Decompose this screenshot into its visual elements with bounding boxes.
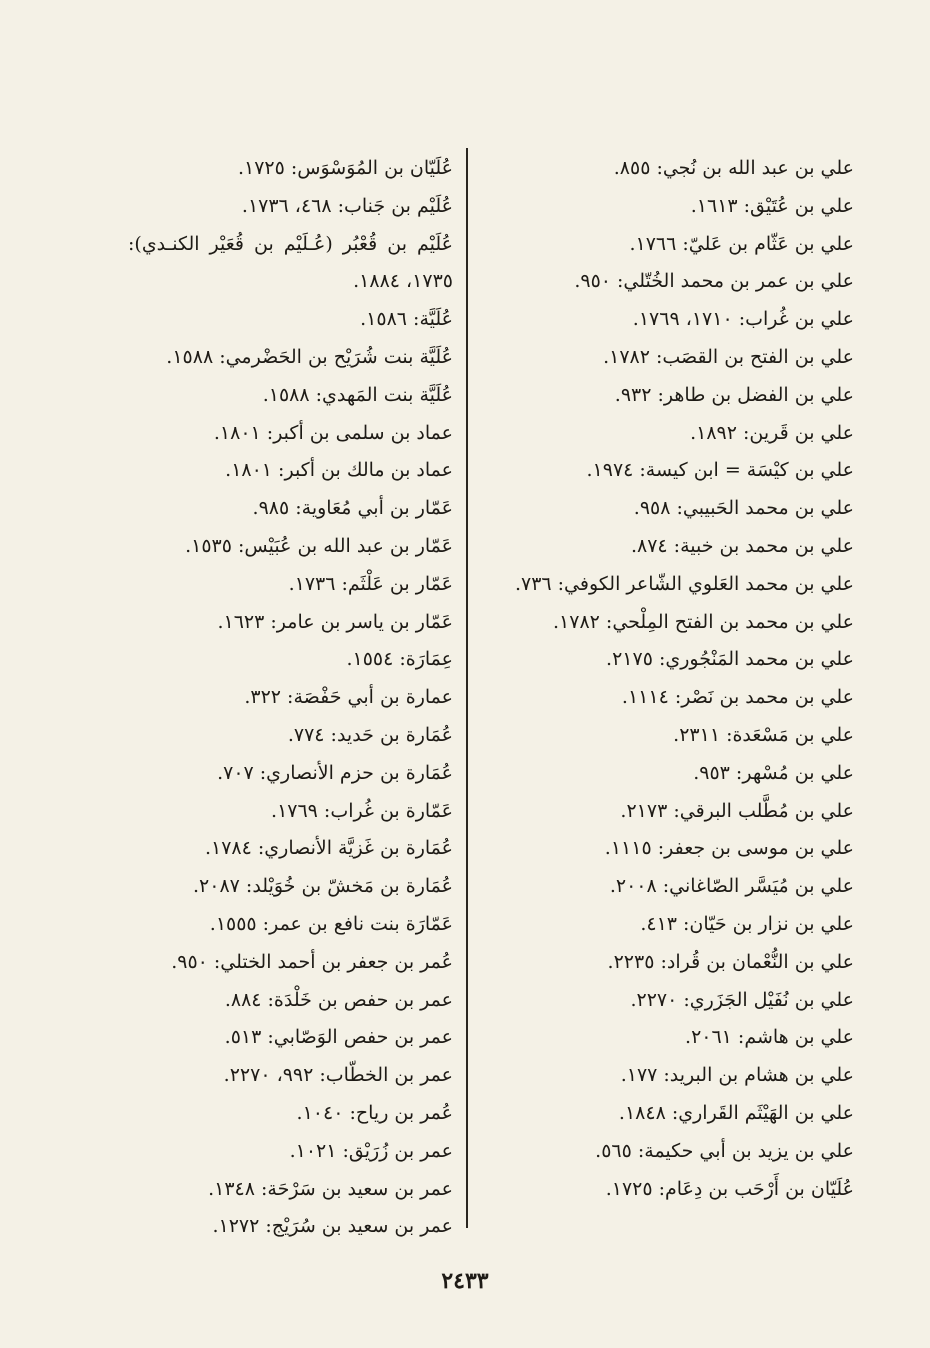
index-entry: علي بن موسى بن جعفر: ١١١٥. [604,837,854,860]
index-entry: علي بن محمد الحَبيبي: ٩٥٨. [633,497,854,520]
index-entry: عُمر بن جعفر بن أحمد الختلي: ٩٥٠. [171,950,453,973]
index-entry: عُلَيّان بن المُوَسْوَس: ١٧٢٥. [237,157,453,179]
index-entry: علي بن الفتح بن القصَب: ١٧٨٢. [603,345,854,368]
index-entry: عَمّارة بن غُراب: ١٧٦٩. [271,799,453,822]
index-entry: عمر بن الخطّاب: ٩٩٢، ٢٢٧٠. [223,1064,453,1087]
right-column [478,150,854,1208]
index-entry: عمارة بن أبي حَفْصَة: ٣٢٢. [244,686,453,709]
index-entry: عمر بن زُرَيْق: ١٠٢١. [289,1139,453,1162]
index-entry: عَمّار بن عبد الله بن عُبَيْس: ١٥٣٥. [185,534,453,557]
index-entry: علي بن محمد بن الفتح المِلْحي: ١٧٨٢. [553,610,854,633]
index-entry: عُلَيْم بن جَناب: ٤٦٨، ١٧٣٦. [241,194,453,217]
index-entry: علي بن نزار بن حَيّان: ٤١٣. [640,912,854,935]
index-entry: علي بن مَسْعَدة: ٢٣١١. [673,723,854,746]
index-entry: عُمَارة بن حَديد: ٧٧٤. [287,723,453,746]
index-entry: علي بن هشام بن البريد: ١٧٧. [620,1064,854,1087]
index-entry: علي بن محمد بن خبية: ٨٧٤. [630,534,854,557]
index-entry: عُلَيّان بن أَرْحَب بن دِعَام: ١٧٢٥. [605,1177,854,1200]
index-entry: علي بن محمد العَلوي الشّاعر الكوفي: ٧٣٦. [514,572,854,595]
index-entry: عُمَارة بن مَخشّ بن خُوَيْلد: ٢٠٨٧. [193,875,453,898]
index-entry: عمر بن حفص الوَصّابي: ٥١٣. [224,1026,453,1049]
index-entry: عمر بن سعيد بن سُرَيْج: ١٢٧٢. [212,1215,453,1238]
index-entry: عُمر بن رياح: ١٠٤٠. [296,1101,453,1124]
index-entry: عَمّار بن ياسر بن عامر: ١٦٢٣. [217,610,453,633]
index-entry: عُلَيَّة بنت المَهدي: ١٥٨٨. [262,383,453,406]
index-entry: عماد بن سلمى بن أكبر: ١٨٠١. [213,421,453,444]
index-entry: عِمَارَة: ١٥٥٤. [346,648,453,671]
index-entry: علي بن قَرين: ١٨٩٢. [690,421,854,444]
index-entry: عُلَيْم بن قُعْبُر (عُـلَيْم بن قُعَيْر الكنـدي): ١٧٣٥، ١٨٨٤. [128,232,453,293]
index-entry: عَمّارَة بنت نافع بن عمر: ١٥٥٥. [209,912,453,935]
index-entry: علي بن الهَيْثَم القَراري: ١٨٤٨. [618,1101,854,1124]
index-entry: علي بن كيْسَة = ابن كيسة: ١٩٧٤. [586,459,854,482]
index-entry: علي بن عَثّام بن عَليّ: ١٧٦٦. [629,232,854,255]
index-entry: علي بن النُّعْمان بن قُراد: ٢٢٣٥. [607,950,854,973]
index-entry: عمر بن سعيد بن سَرْحَة: ١٣٤٨. [208,1177,453,1200]
index-entry: علي بن محمد المَنْجُوري: ٢١٧٥. [606,648,854,671]
index-entry: عمر بن حفص بن خَلْدَة: ٨٨٤. [224,988,453,1011]
index-entry: علي بن عبد الله بن نُجي: ٨٥٥. [613,157,854,179]
index-entry: علي بن غُراب: ١٧١٠، ١٧٦٩. [632,308,854,331]
index-entry: عُلَيَّة بنت شُرَيْح بن الحَضْرمي: ١٥٨٨. [166,345,453,368]
index-entry: علي بن هاشم: ٢٠٦١. [685,1026,854,1049]
index-entry: عَمّار بن عَلْثَم: ١٧٣٦. [288,572,453,595]
index-entry: علي بن الفضل بن طاهر: ٩٣٢. [614,383,854,406]
index-entry: عُلَيَّة: ١٥٨٦. [360,308,453,331]
index-entry: عماد بن مالك بن أكبر: ١٨٠١. [225,459,453,482]
index-entry: علي بن يزيد بن أبي حكيمة: ٥٦٥. [595,1139,854,1162]
index-entry: علي بن نُفَيْل الجَزَري: ٢٢٧٠. [630,988,854,1011]
index-entry: علي بن مُيَسَّر الصّاغاني: ٢٠٠٨. [609,875,854,898]
left-column [128,150,453,1246]
index-entry: علي بن مُسْهر: ٩٥٣. [693,761,854,784]
index-entry: علي بن عُتَيْق: ١٦١٣. [690,194,854,217]
column-divider [466,148,468,1228]
index-entry: علي بن مُطَّلب البرقي: ٢١٧٣. [620,799,854,822]
index-entry: علي بن محمد بن نَصْر: ١١١٤. [621,686,854,709]
index-entry: عَمّار بن أبي مُعَاوية: ٩٨٥. [252,497,453,520]
index-entry: عُمَارة بن غَزيَّة الأنصاري: ١٧٨٤. [204,837,453,860]
index-entry: علي بن عمر بن محمد الخُتّلي: ٩٥٠. [574,270,854,293]
page-number: ٢٤٣٣ [441,1268,489,1294]
index-entry: عُمَارة بن حزم الأنصاري: ٧٠٧. [217,761,453,784]
